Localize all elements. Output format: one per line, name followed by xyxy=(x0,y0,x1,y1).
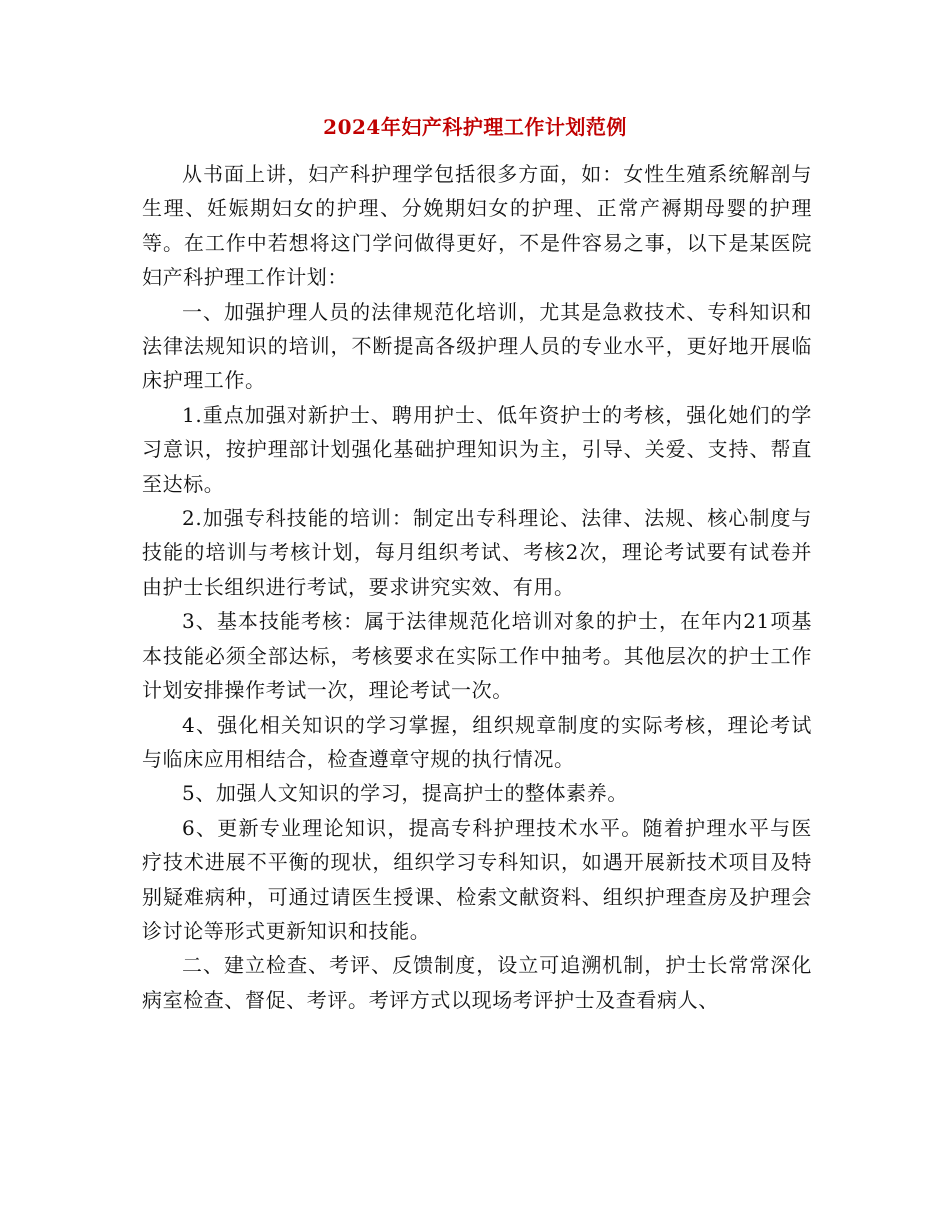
paragraph-item-2: 2.加强专科技能的培训：制定出专科理论、法律、法规、核心制度与技能的培训与考核计划，每月组织考试、考核2次，理论考试要有试卷并由护士长组织进行考试，要求讲究实效、有用。 xyxy=(142,506,812,599)
paragraph-item-6: 6、更新专业理论知识，提高专科护理技术水平。随着护理水平与医疗技术进展不平衡的现状，组织学习专科知识，如遇开展新技术项目及特别疑难病种，可通过请医生授课、检索文献资料、组织护理查房及护理会诊讨论等形式更新知识和技能。 xyxy=(142,815,812,943)
paragraph-section-two: 二、建立检查、考评、反馈制度，设立可追溯机制，护士长常常深化病室检查、督促、考评。考评方式以现场考评护士及查看病人、 xyxy=(142,953,812,1012)
paragraph-item-4: 4、强化相关知识的学习掌握，组织规章制度的实际考核，理论考试与临床应用相结合，检查遵章守规的执行情况。 xyxy=(142,712,812,771)
document-title: 2024年妇产科护理工作计划范例 xyxy=(323,115,627,139)
paragraph-item-1: 1.重点加强对新护士、聘用护士、低年资护士的考核，强化她们的学习意识，按护理部计划强化基础护理知识为主，引导、关爱、支持、帮直至达标。 xyxy=(142,402,812,496)
document-body xyxy=(142,157,812,1017)
paragraph-intro: 从书面上讲，妇产科护理学包括很多方面，如：女性生殖系统解剖与生理、妊娠期妇女的护理、分娩期妇女的护理、正常产褥期母婴的护理等。在工作中若想将这门学问做得更好，不是件容易之事，以下是某医院妇产科护理工作计划： xyxy=(142,162,812,290)
paragraph-item-5: 5、加强人文知识的学习，提高护士的整体素养。 xyxy=(182,781,628,806)
paragraph-item-3: 3、基本技能考核：属于法律规范化培训对象的护士，在年内21项基本技能必须全部达标，考核要求在实际工作中抽考。其他层次的护士工作计划安排操作考试一次，理论考试一次。 xyxy=(142,609,812,703)
paragraph-section-one: 一、加强护理人员的法律规范化培训，尤其是急救技术、专科知识和法律法规知识的培训，不断提高各级护理人员的专业水平，更好地开展临床护理工作。 xyxy=(142,299,812,393)
